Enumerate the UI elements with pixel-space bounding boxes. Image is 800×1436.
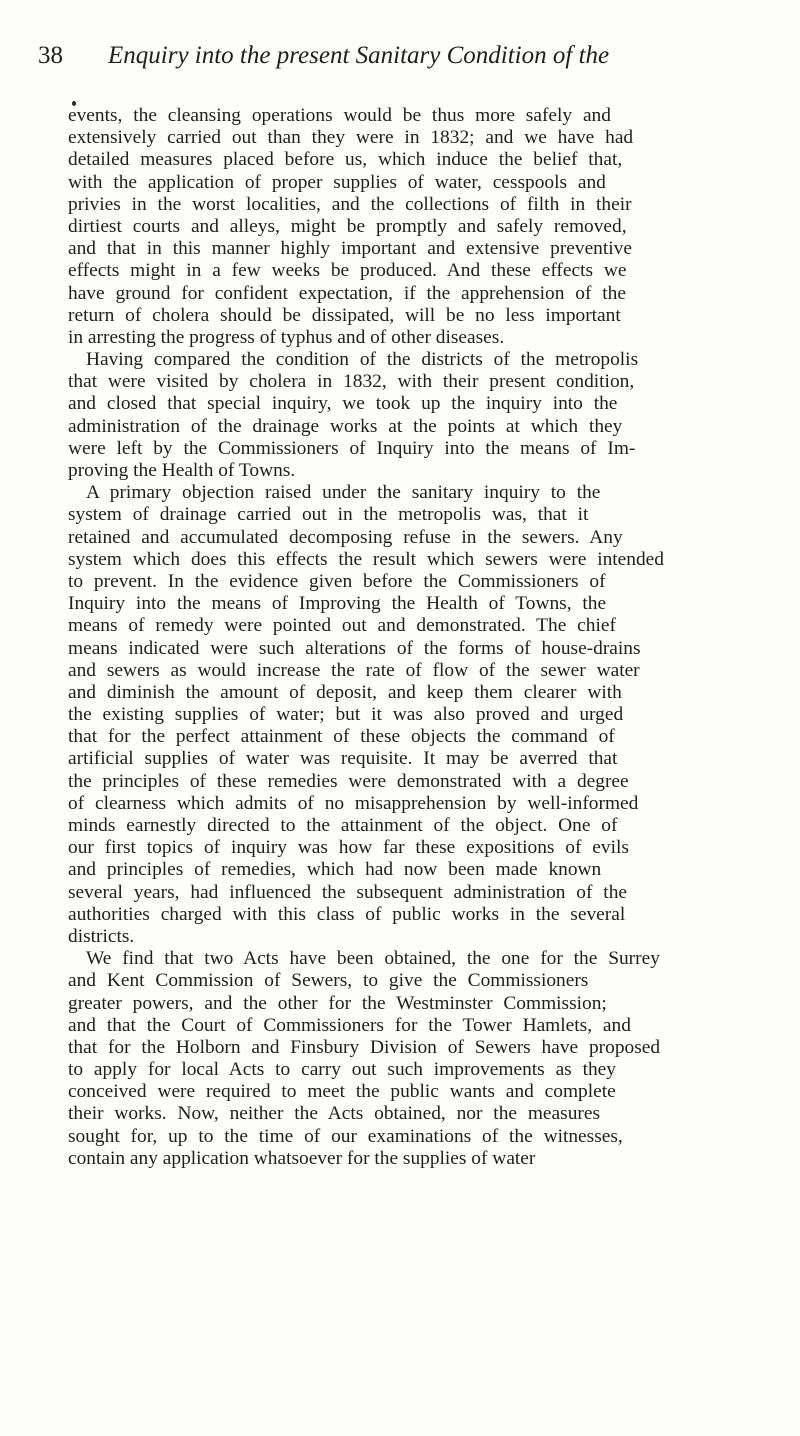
text-line: greater powers, and the other for the Westminster Commission; xyxy=(68,992,607,1014)
text-line: extensively carried out than they were in 1832; and we have had xyxy=(68,127,634,149)
text-line: dirtiest courts and alleys, might be promptly and safely removed, xyxy=(68,215,627,237)
text-line: detailed measures placed before us, which induce the belief that, xyxy=(68,149,623,171)
text-line: the principles of these remedies were demonstrated with a degree xyxy=(68,770,629,792)
text-line: events, the cleansing operations would be thus more safely and xyxy=(68,105,611,126)
text-line: and Kent Commission of Sewers, to give the Commissioners xyxy=(68,970,589,992)
body-text xyxy=(68,105,800,1170)
text-line: that were visited by cholera in 1832, with their present condition, xyxy=(68,371,635,393)
text-line: effects might in a few weeks be produced. And these effects we xyxy=(68,260,627,282)
text-line: system of drainage carried out in the metropolis was, that it xyxy=(68,504,589,526)
text-line: that for the Holborn and Finsbury Division of Sewers have proposed xyxy=(68,1036,661,1058)
text-line: to prevent. In the evidence given before the Commissioners of xyxy=(68,570,606,592)
text-line: return of cholera should be dissipated, will be no less important xyxy=(68,304,621,326)
text-line: the existing supplies of water; but it was also proved and urged xyxy=(68,704,624,726)
text-line: means indicated were such alterations of the forms of house-drains xyxy=(68,637,641,659)
text-line: in arresting the progress of typhus and of other diseases. xyxy=(68,326,505,348)
text-line: Inquiry into the means of Improving the Health of Towns, the xyxy=(68,593,607,615)
text-line: privies in the worst localities, and the collections of filth in their xyxy=(68,193,632,215)
text-line: conceived were required to meet the public wants and complete xyxy=(68,1081,616,1103)
text-line: A primary objection raised under the sanitary inquiry to the xyxy=(86,482,601,504)
text-line: that for the perfect attainment of these objects the command of xyxy=(68,726,615,748)
text-line: of clearness which admits of no misapprehension by well-informed xyxy=(68,792,639,814)
text-line: Having compared the condition of the districts of the metropolis xyxy=(86,349,639,371)
text-line: districts. xyxy=(68,925,135,947)
text-line: contain any application whatsoever for the supplies of water xyxy=(68,1147,536,1169)
text-line: to apply for local Acts to carry out such improvements as they xyxy=(68,1059,616,1081)
text-line: artificial supplies of water was requisite. It may be averred that xyxy=(68,748,618,770)
running-head xyxy=(38,36,778,76)
text-line: our first topics of inquiry was how far these expositions of evils xyxy=(68,837,629,859)
text-line: and that in this manner highly important and extensive preventive xyxy=(68,238,632,260)
text-line: were left by the Commissioners of Inquiry into the means of Im- xyxy=(68,437,636,459)
text-line: administration of the drainage works at the points at which they xyxy=(68,415,623,437)
running-head-title: Enquiry into the present Sanitary Condition of the xyxy=(108,42,610,69)
text-line: with the application of proper supplies of water, cesspools and xyxy=(68,171,606,193)
text-line: and principles of remedies, which had now been made known xyxy=(68,859,602,881)
text-line: and sewers as would increase the rate of flow of the sewer water xyxy=(68,659,640,681)
text-line: sought for, up to the time of our examinations of the witnesses, xyxy=(68,1125,623,1147)
text-line: proving the Health of Towns. xyxy=(68,460,296,481)
text-line: their works. Now, neither the Acts obtained, nor the measures xyxy=(68,1103,600,1125)
text-line: authorities charged with this class of public works in the several xyxy=(68,903,626,925)
text-line: system which does this effects the result which sewers were intended xyxy=(68,548,664,570)
text-line: and closed that special inquiry, we took up the inquiry into the xyxy=(68,393,618,415)
text-line: means of remedy were pointed out and demonstrated. The chief xyxy=(68,615,616,637)
text-line: and diminish the amount of deposit, and keep them clearer with xyxy=(68,681,622,703)
text-line: have ground for confident expectation, if the apprehension of the xyxy=(68,282,626,304)
text-line: retained and accumulated decomposing refuse in the sewers. Any xyxy=(68,526,623,548)
text-line: minds earnestly directed to the attainment of the object. One of xyxy=(68,815,618,836)
text-line: several years, had influenced the subsequent administration of the xyxy=(68,881,627,903)
text-line: We find that two Acts have been obtained, the one for the Surrey xyxy=(86,948,660,970)
page-number: 38 xyxy=(38,42,63,69)
text-line: and that the Court of Commissioners for the Tower Hamlets, and xyxy=(68,1014,631,1036)
